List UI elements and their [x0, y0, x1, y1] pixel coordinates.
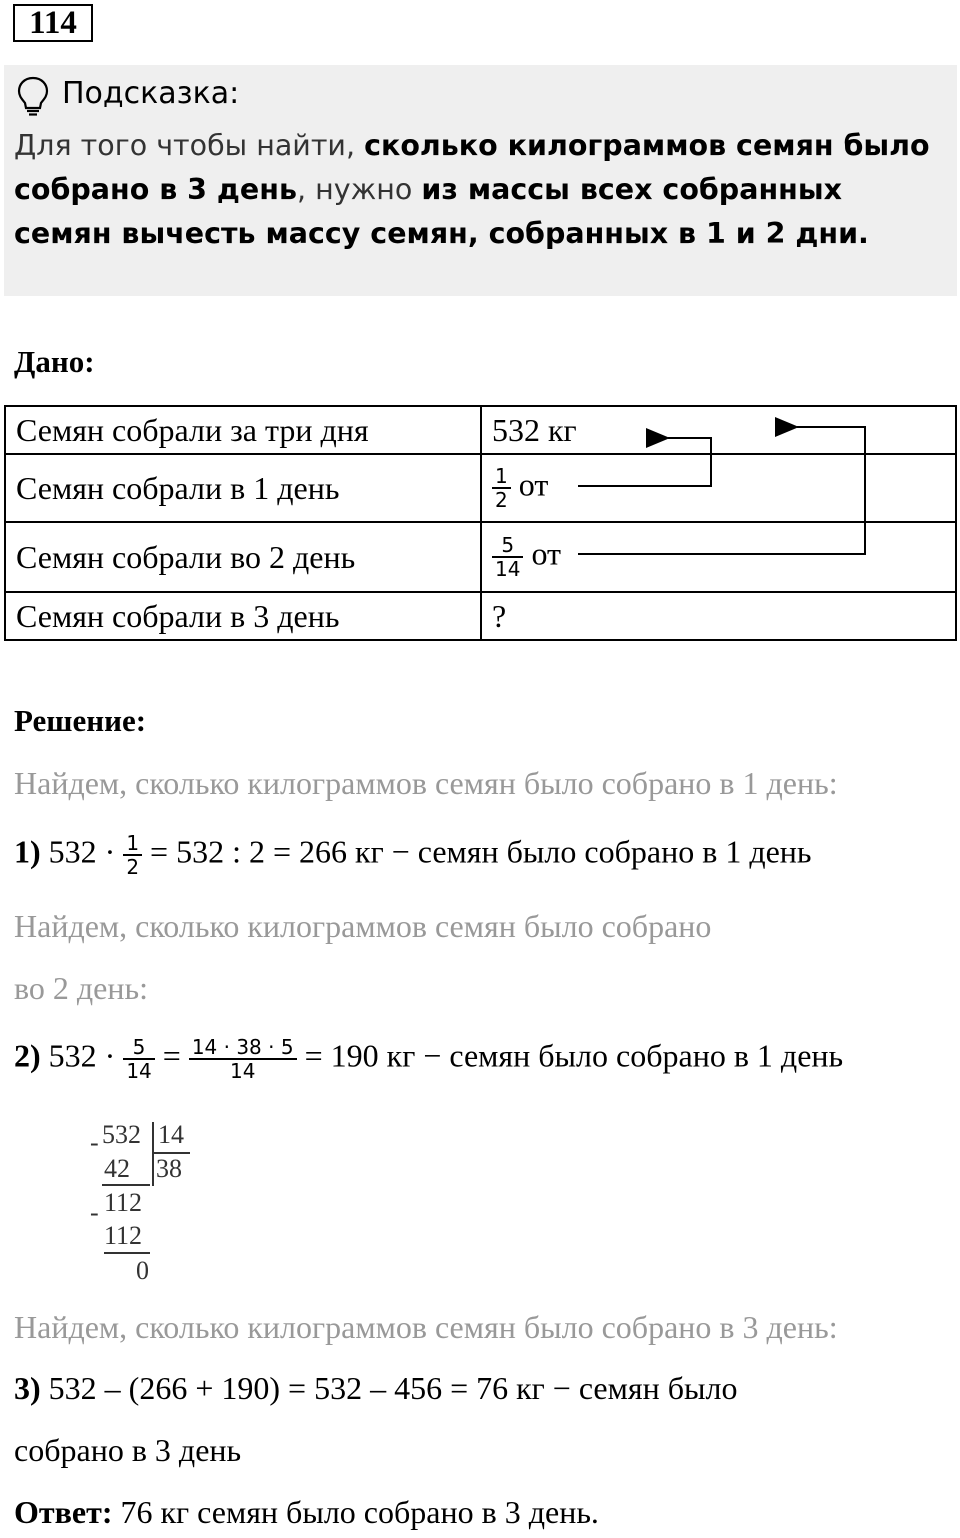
given-label: Семян собрали за три дня [5, 406, 481, 454]
lightbulb-icon [15, 75, 51, 117]
given-label: Семян собрали в 1 день [5, 454, 481, 522]
long-division [90, 1118, 200, 1288]
step1-note: Найдем, сколько килограммов семян было собрано в 1 день: [14, 765, 838, 801]
given-table [4, 405, 957, 641]
quotient: 38 [156, 1154, 182, 1183]
task-number: 114 [13, 4, 93, 42]
fraction: $\frac{1}{2}$ [123, 832, 142, 878]
divisor: 14 [158, 1120, 184, 1149]
step1-equation: 1) 532 · $\frac{1}{2}$ = 532 : 2 = 266 кг − семян было собрано в 1 день [14, 831, 812, 879]
step2-equation: 2) 532 · $\frac{5}{14}$ = $\frac{14 \cdot 38 \cdot 5}{14}$ = 190 кг − семян было собрано в 1 день [14, 1035, 844, 1083]
subtrahend-1: 42 [104, 1154, 130, 1183]
fraction: $\frac{5}{14}$ [123, 1036, 154, 1082]
fraction: $\frac{14 \cdot 38 \cdot 5}{14}$ [189, 1036, 297, 1082]
fraction: $\frac{1}{2}$ [492, 465, 511, 511]
hint-text-part-bold: сколько килограммов семян было собрано в 3 день [14, 129, 930, 206]
solution-heading: Решение: [14, 703, 147, 738]
step3-equation: 3) 532 – (266 + 190) = 532 – 456 = 76 кг − семян было [14, 1370, 738, 1406]
step2-note-cont: во 2 день: [14, 970, 148, 1006]
given-value: $\frac{5}{14}$ от [481, 522, 956, 592]
minus-sign: - [90, 1198, 99, 1227]
dividend: 532 [102, 1120, 141, 1149]
table-row [5, 522, 956, 592]
hint-text [14, 124, 944, 256]
step3-equation-cont: собрано в 3 день [14, 1432, 242, 1468]
minus-sign: - [90, 1128, 99, 1157]
subtrahend-2: 112 [104, 1221, 143, 1250]
remainder-final: 0 [136, 1256, 149, 1285]
given-value: $\frac{1}{2}$ от [481, 454, 956, 522]
given-label: Семян собрали в 3 день [5, 592, 481, 640]
hint-title: Подсказка: [62, 76, 240, 111]
given-label: Семян собрали во 2 день [5, 522, 481, 592]
hint-text-part: , нужно [296, 173, 422, 206]
step2-note: Найдем, сколько килограммов семян было собрано [14, 908, 712, 944]
given-value: ? [481, 592, 956, 640]
answer: Ответ: 76 кг семян было собрано в 3 день. [14, 1494, 599, 1530]
remainder-1: 112 [104, 1188, 143, 1217]
given-heading: Дано: [14, 344, 95, 379]
hint-text-part-bold: из массы всех собранных семян вычесть массу семян, собранных в 1 и 2 дни. [14, 173, 869, 250]
table-row [5, 592, 956, 640]
table-row [5, 406, 956, 454]
table-row [5, 454, 956, 522]
given-value: 532 кг [481, 406, 956, 454]
step3-note: Найдем, сколько килограммов семян было собрано в 3 день: [14, 1309, 838, 1345]
fraction: $\frac{5}{14}$ [492, 534, 523, 580]
hint-text-part: Для того чтобы найти, [14, 129, 365, 162]
